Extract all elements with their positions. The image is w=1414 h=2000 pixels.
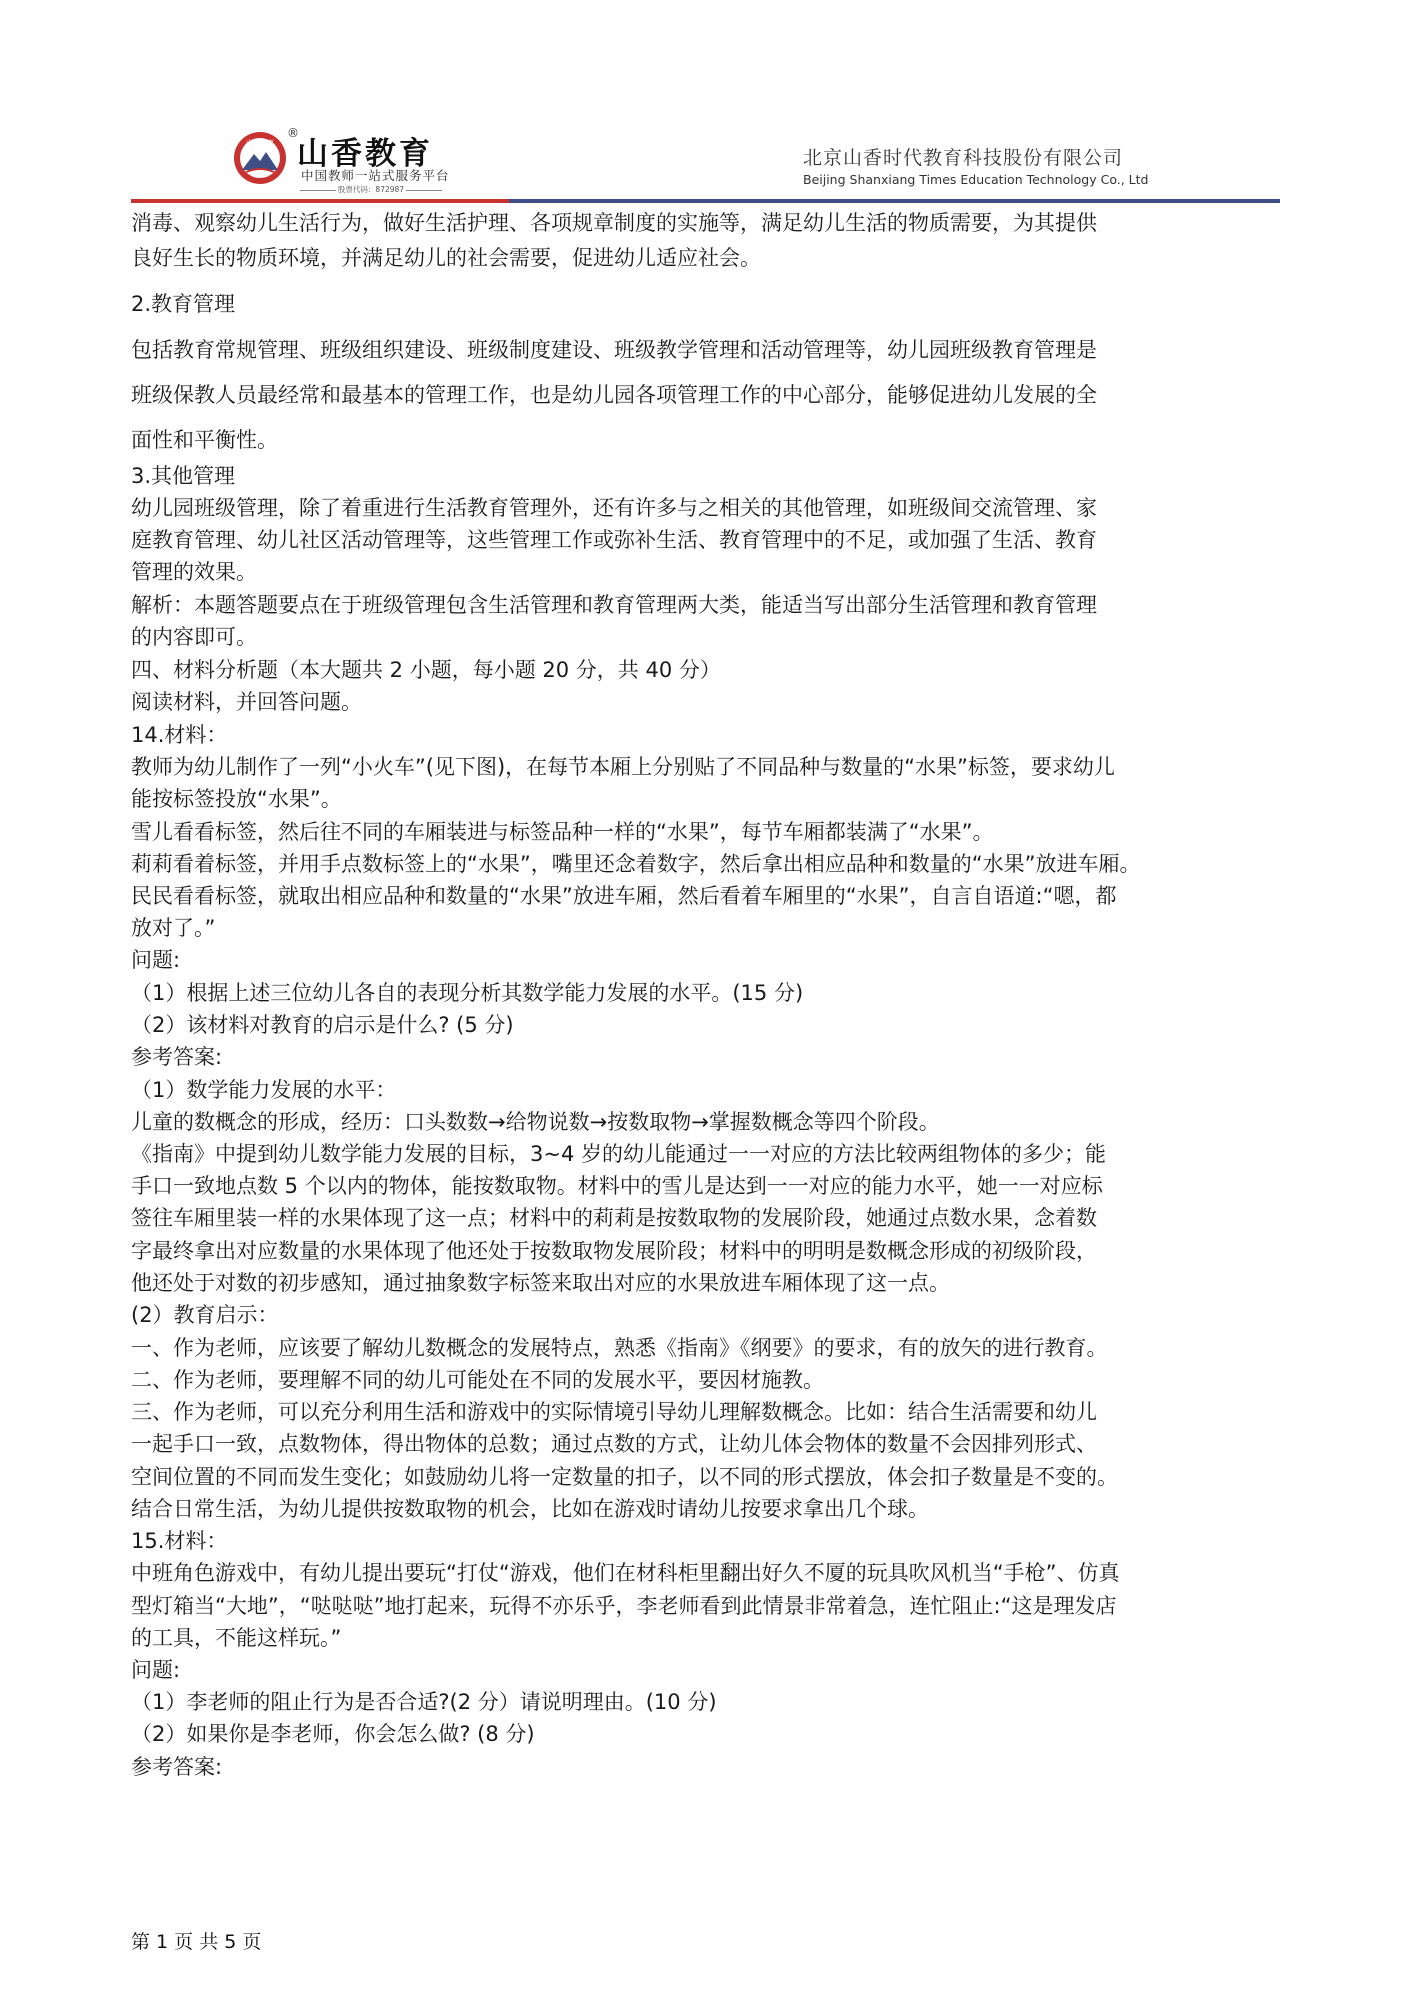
text-line: 3.其他管理 bbox=[131, 464, 236, 488]
text-line: 2.教育管理 bbox=[131, 292, 236, 316]
text-line: 能按标签投放“水果”。 bbox=[131, 787, 342, 811]
text-line: 手口一致地点数 5 个以内的物体，能按数取物。材料中的雪儿是达到一一对应的能力水平，她一一对应标 bbox=[131, 1174, 1103, 1198]
text-line: 问题: bbox=[131, 1658, 181, 1682]
text-line: 参考答案: bbox=[131, 1045, 223, 1069]
text-line: 儿童的数概念的形成，经历：口头数数→给物说数→按数取物→掌握数概念等四个阶段。 bbox=[131, 1110, 940, 1134]
text-line: 《指南》中提到幼儿数学能力发展的目标，3~4 岁的幼儿能通过一一对应的方法比较两组物体的多少；能 bbox=[131, 1142, 1106, 1166]
page-number: 第 1 页 共 5 页 bbox=[131, 1931, 262, 1953]
logo-emblem-text: 山香教育 bbox=[246, 139, 274, 147]
text-line: 字最终拿出对应数量的水果体现了他还处于按数取物发展阶段；材料中的明明是数概念形成的初级阶段， bbox=[131, 1239, 1097, 1263]
text-line: 解析：本题答题要点在于班级管理包含生活管理和教育管理两大类，能适当写出部分生活管理和教育管理 bbox=[131, 593, 1097, 617]
text-line: 莉莉看着标签，并用手点数标签上的“水果”，嘴里还念着数字，然后拿出相应品种和数量的“水果”放进车厢。 bbox=[131, 852, 1141, 876]
text-line: 良好生长的物质环境，并满足幼儿的社会需要，促进幼儿适应社会。 bbox=[131, 246, 761, 270]
page-header bbox=[0, 0, 1414, 210]
text-line: 民民看看标签，就取出相应品种和数量的“水果”放进车厢，然后看着车厢里的“水果”，自言自语道:“嗯，都 bbox=[131, 884, 1117, 908]
stock-code: 股票代码：872987 bbox=[300, 184, 442, 196]
text-line: 型灯箱当“大地”，“哒哒哒”地打起来，玩得不亦乐乎，李老师看到此情景非常着急，连忙阻止:“这是理发店 bbox=[131, 1594, 1117, 1618]
company-name-en: Beijing Shanxiang Times Education Technology Co., Ltd bbox=[803, 172, 1149, 187]
text-line: 庭教育管理、幼儿社区活动管理等，这些管理工作或弥补生活、教育管理中的不足，或加强了生活、教育 bbox=[131, 528, 1097, 552]
text-line: 面性和平衡性。 bbox=[131, 428, 278, 452]
logo-title: 山香教育 bbox=[297, 136, 433, 172]
text-line: 的工具，不能这样玩。” bbox=[131, 1626, 342, 1650]
text-line: 管理的效果。 bbox=[131, 560, 257, 584]
text-line: （1）李老师的阻止行为是否合适?(2 分）请说明理由。(10 分) bbox=[131, 1690, 717, 1714]
text-line: （1）根据上述三位幼儿各自的表现分析其数学能力发展的水平。(15 分) bbox=[131, 981, 804, 1005]
text-line: 14.材料： bbox=[131, 723, 228, 747]
text-line: 幼儿园班级管理，除了着重进行生活教育管理外，还有许多与之相关的其他管理，如班级间交流管理、家 bbox=[131, 496, 1097, 520]
text-line: 一起手口一致，点数物体，得出物体的总数；通过点数的方式，让幼儿体会物体的数量不会因排列形式、 bbox=[131, 1432, 1097, 1456]
header-rule-navy bbox=[509, 199, 1280, 203]
text-line: 签往车厢里装一样的水果体现了这一点；材料中的莉莉是按数取物的发展阶段，她通过点数水果，念着数 bbox=[131, 1206, 1097, 1230]
text-line: 阅读材料，并回答问题。 bbox=[131, 690, 362, 714]
registered-mark: ® bbox=[287, 126, 299, 140]
text-line: 的内容即可。 bbox=[131, 625, 257, 649]
text-line: 二、作为老师，要理解不同的幼儿可能处在不同的发展水平，要因材施教。 bbox=[131, 1368, 824, 1392]
text-line: 空间位置的不同而发生变化；如鼓励幼儿将一定数量的扣子，以不同的形式摆放，体会扣子数量是不变的。 bbox=[131, 1465, 1118, 1489]
logo-subtitle: 中国教师一站式服务平台 bbox=[301, 168, 450, 183]
text-line: 班级保教人员最经常和最基本的管理工作，也是幼儿园各项管理工作的中心部分，能够促进幼儿发展的全 bbox=[131, 383, 1097, 407]
text-line: 四、材料分析题（本大题共 2 小题，每小题 20 分，共 40 分） bbox=[131, 658, 721, 682]
text-line: 教师为幼儿制作了一列“小火车”(见下图)，在每节本厢上分别贴了不同品种与数量的“水果”标签，要求幼儿 bbox=[131, 755, 1115, 779]
text-line: (2）教育启示： bbox=[131, 1303, 279, 1327]
text-line: 消毒、观察幼儿生活行为，做好生活护理、各项规章制度的实施等，满足幼儿生活的物质需要，为其提供 bbox=[131, 211, 1097, 235]
header-rule-red bbox=[131, 199, 509, 203]
text-line: 放对了。” bbox=[131, 916, 216, 940]
text-line: （2）如果你是李老师，你会怎么做? (8 分) bbox=[131, 1722, 535, 1746]
text-line: 中班角色游戏中，有幼儿提出要玩“打仗“游戏，他们在材科柜里翻出好久不厦的玩具吹风机当“手枪”、仿真 bbox=[131, 1561, 1120, 1585]
text-line: 他还处于对数的初步感知，通过抽象数字标签来取出对应的水果放进车厢体现了这一点。 bbox=[131, 1271, 950, 1295]
text-line: 参考答案: bbox=[131, 1755, 223, 1779]
text-line: 雪儿看看标签，然后往不同的车厢装进与标签品种一样的“水果”，每节车厢都装满了“水果”。 bbox=[131, 820, 994, 844]
text-line: 包括教育常规管理、班级组织建设、班级制度建设、班级教学管理和活动管理等，幼儿园班级教育管理是 bbox=[131, 338, 1097, 362]
shanxiang-logo-icon bbox=[232, 130, 288, 186]
text-line: 15.材料： bbox=[131, 1529, 228, 1553]
text-line: 三、作为老师，可以充分利用生活和游戏中的实际情境引导幼儿理解数概念。比如：结合生活需要和幼儿 bbox=[131, 1400, 1097, 1424]
text-line: 一、作为老师，应该要了解幼儿数概念的发展特点，熟悉《指南》《纲要》的要求，有的放矢的进行教育。 bbox=[131, 1336, 1108, 1360]
text-line: 结合日常生活，为幼儿提供按数取物的机会，比如在游戏时请幼儿按要求拿出几个球。 bbox=[131, 1497, 929, 1521]
text-line: （2）该材料对教育的启示是什么? (5 分) bbox=[131, 1013, 514, 1037]
text-line: （1）数学能力发展的水平： bbox=[131, 1078, 397, 1102]
text-line: 问题: bbox=[131, 948, 181, 972]
company-name-cn: 北京山香时代教育科技股份有限公司 bbox=[803, 147, 1124, 169]
